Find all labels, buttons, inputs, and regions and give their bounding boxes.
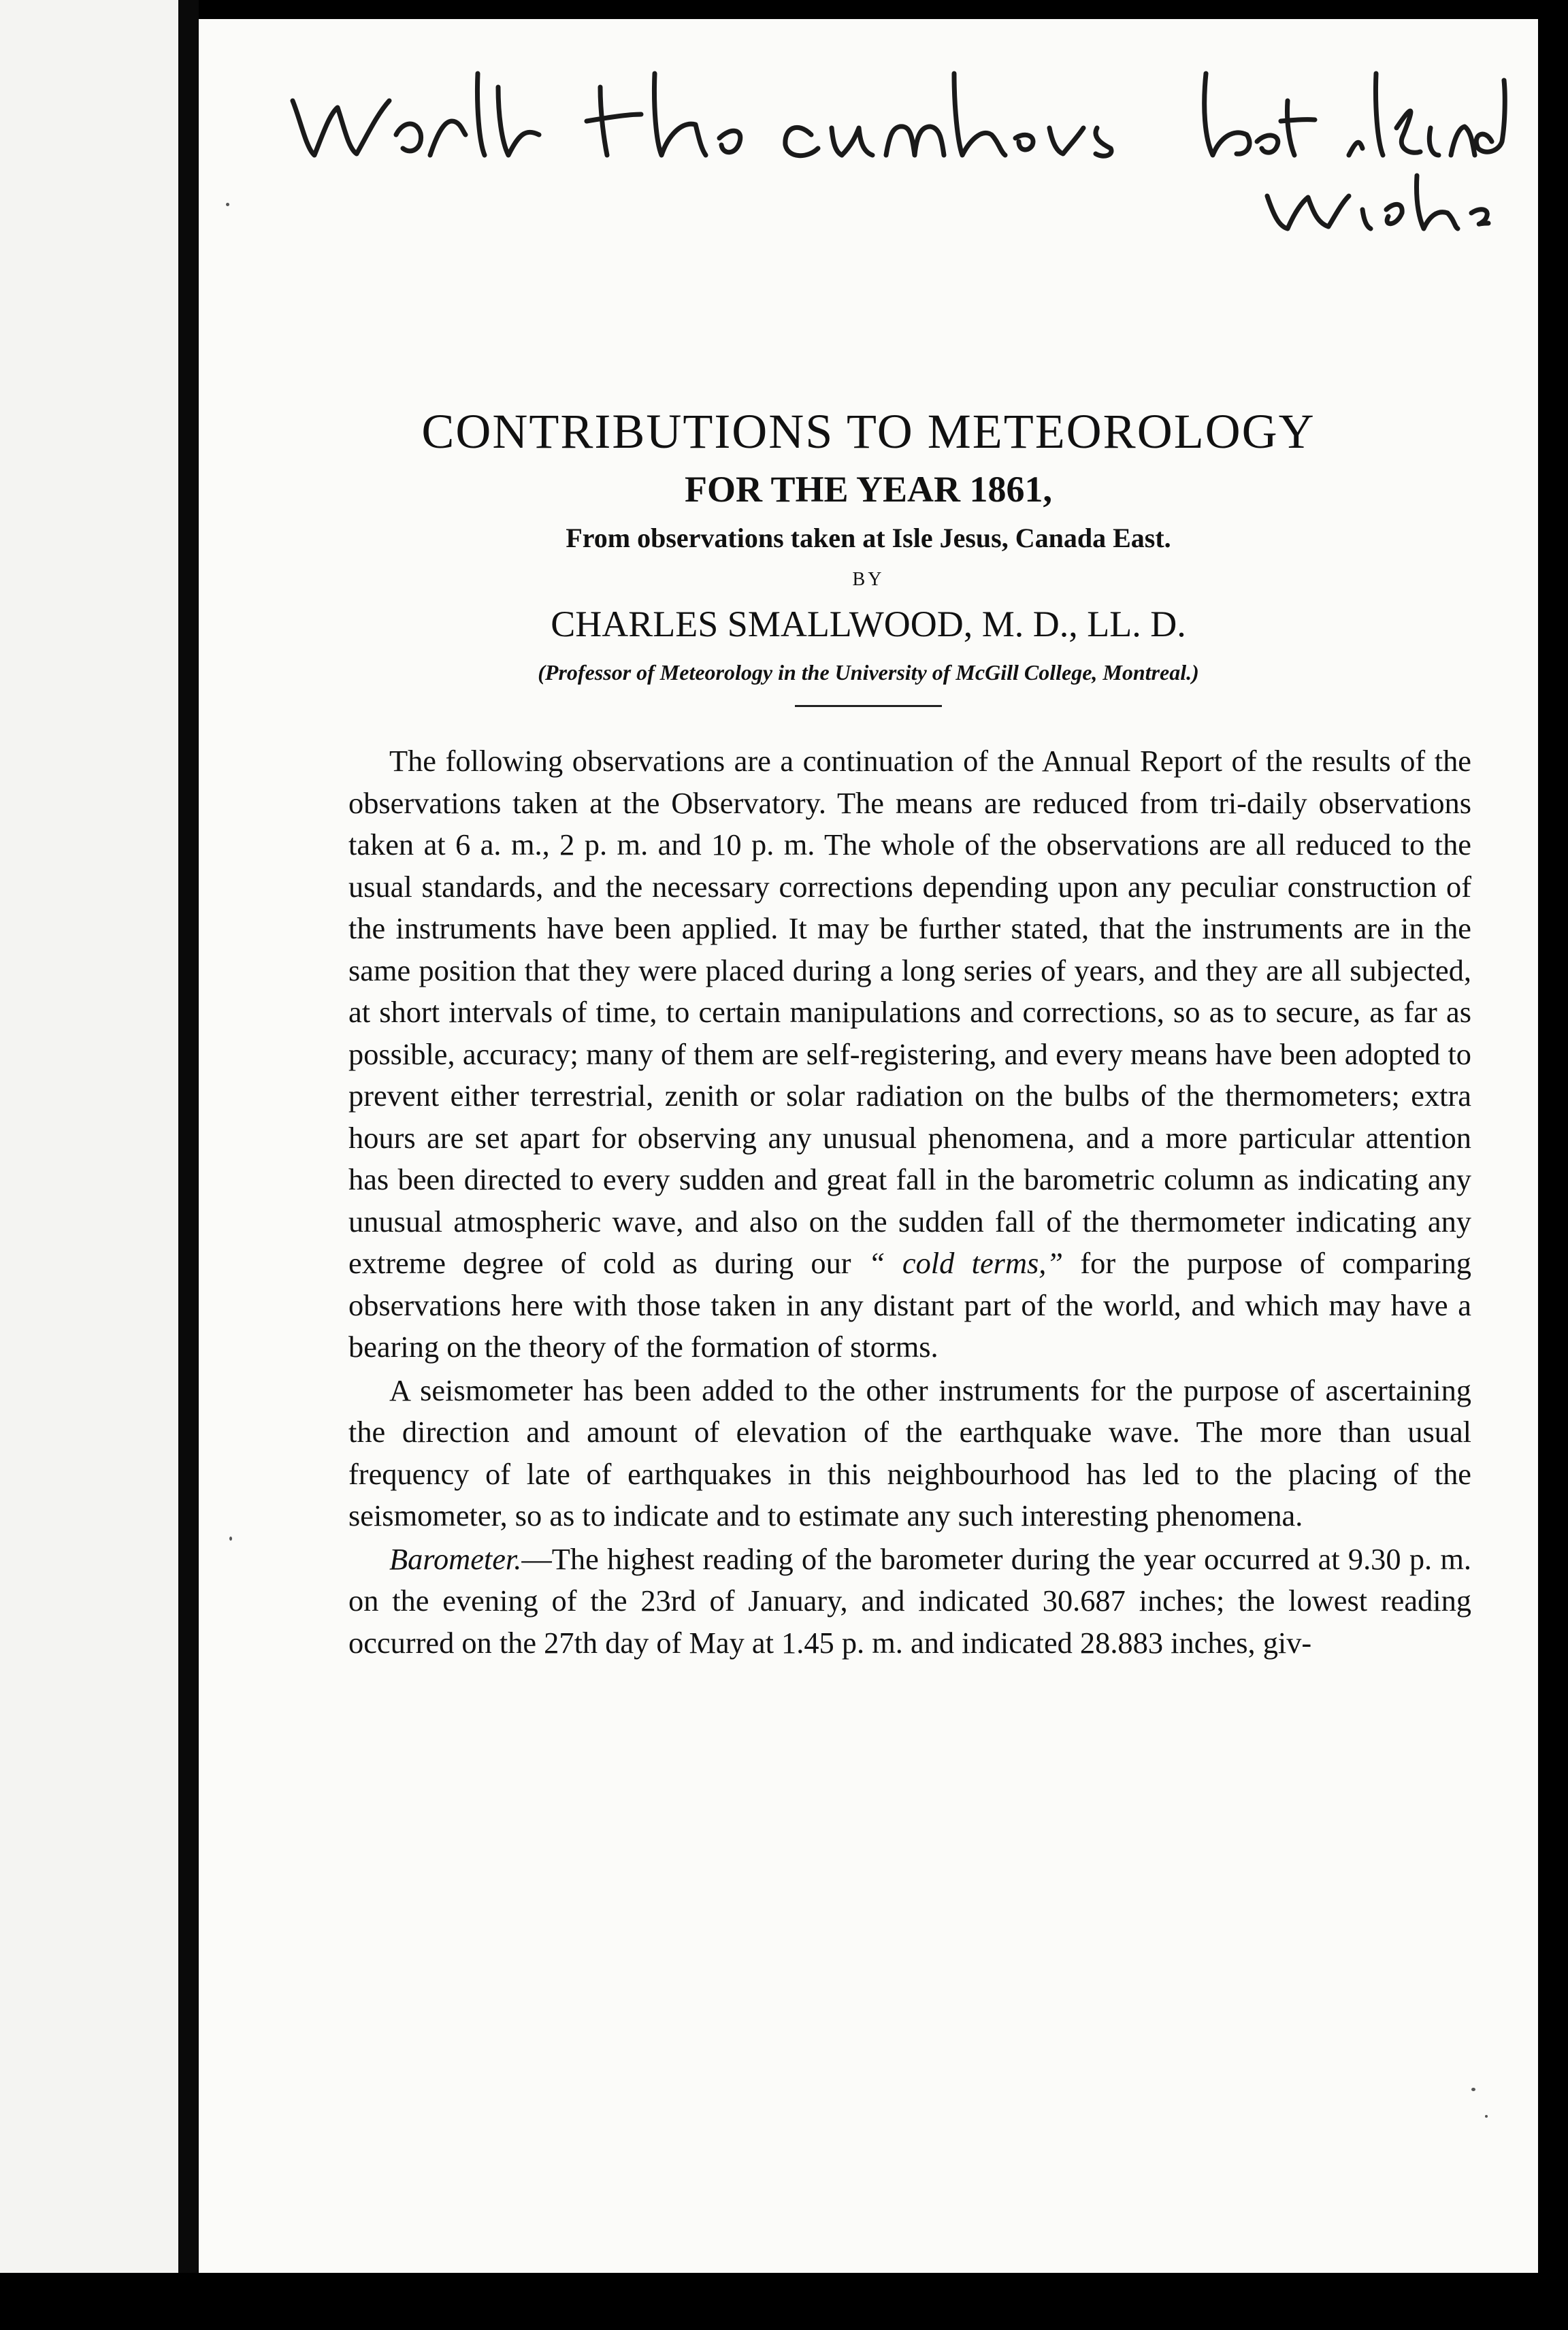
paragraph-seismometer <box>348 1370 1471 1537</box>
book-gutter <box>178 0 199 2330</box>
paragraph-text: The following observations are a continuation of the Annual Report of the results of the observations taken at the Observatory. The means are reduced from tri-daily observations taken at 6 a. m., 2 p. m. and 10 p. m. The whole of the observations are all reduced to the usual standards, and the necessary corrections depending upon any peculiar construction of the instruments have been applied. It may be further stated, that the instruments are in the same position that they were placed during a long series of years, and they are all subjected, at short intervals of time, to certain manipulations and corrections, so as to secure, as far as possible, accuracy; many of them are self-registering, and every means have been adopted to prevent either terrestrial, zenith or solar radiation on the bulbs of the thermometers; extra hours are set apart for observing any unusual phenomena, and a more particular attention has been directed to every sudden and great fall in the barometric column as indicating any unusual atmospheric wave, and also on the sudden fall of the thermometer indicating any extreme degree of cold as during our <box>348 744 1471 1280</box>
observation-location: From observations taken at Isle Jesus, Canada East. <box>566 523 1171 553</box>
author-name: CHARLES SMALLWOOD, M. D., LL. D. <box>551 604 1186 644</box>
scan-border-right <box>1538 0 1568 2330</box>
section-label-barometer: Barometer. <box>389 1541 522 1576</box>
paragraph-observations <box>348 740 1471 1368</box>
article-subtitle: FOR THE YEAR 1861, <box>684 469 1053 510</box>
document-page <box>199 19 1538 2273</box>
handwritten-inscription <box>199 19 1538 244</box>
paragraph-text: —The highest reading of the barometer during the year occurred at 9.30 p. m. on the evening of the 23rd of January, and indicated 30.687 inches; the lowest reading occurred on the 27th day of May at 1.45 p. m. and indicated 28.883 inches, giv- <box>348 1541 1471 1660</box>
article-title: CONTRIBUTIONS TO METEOROLOGY <box>421 404 1316 459</box>
author-affiliation: (Professor of Meteorology in the University of McGill College, Montreal.) <box>538 660 1199 685</box>
scan-border-bottom <box>0 2273 1568 2330</box>
article-header <box>199 400 1538 707</box>
byline-label: BY <box>852 569 885 590</box>
cold-terms-quote: “ cold terms,” <box>868 1246 1064 1280</box>
paragraph-text-end: for the purpose of comparing observations here with those taken in any distant part of the world, and which may have a bearing on the theory of the formation of storms. <box>348 1246 1471 1364</box>
facing-page <box>0 0 178 2330</box>
paragraph-barometer <box>348 1539 1471 1664</box>
paragraph-text: A seismometer has been added to the other instruments for the purpose of ascertaining the direction and amount of elevation of the earthquake wave. The more than usual frequency of late of earthquakes in this neighbourhood has led to the placing of the seismometer, so as to indicate and to estimate any such interesting phenomena. <box>348 1373 1471 1532</box>
header-divider <box>795 705 942 707</box>
article-body <box>348 740 1471 1664</box>
